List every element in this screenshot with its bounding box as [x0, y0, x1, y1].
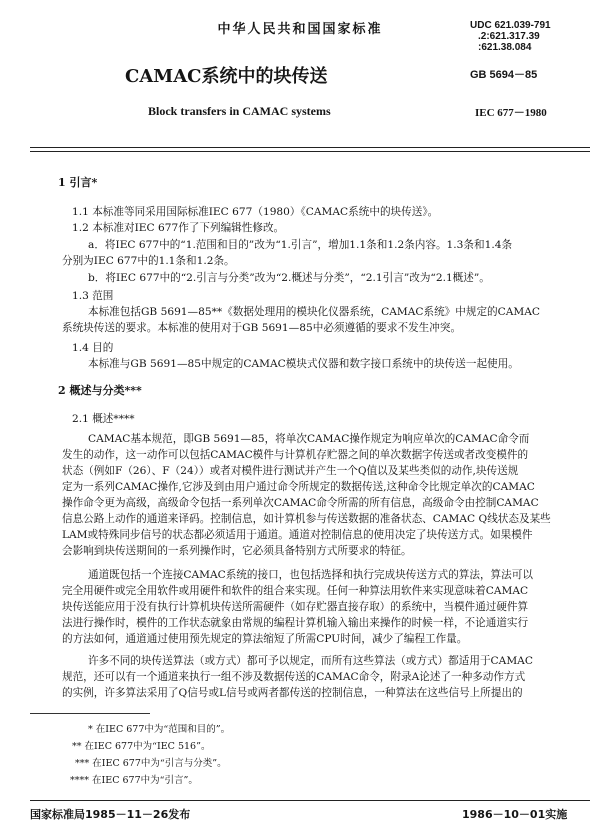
paragraph-line: 通道既包括一个连接CAMAC系统的接口，也包括选择和执行完成块传送方式的算法，算法可以 [88, 569, 533, 581]
document-title-cn: CAMAC系统中的块传送 [125, 66, 328, 87]
paragraph-line: 系统块传送的要求。本标准的使用对于GB 5691—85中必须遵循的要求不发生冲突。 [62, 322, 462, 334]
footnote: *** 在IEC 677中为“引言与分类”。 [75, 758, 227, 769]
issue-date: 国家标准局1985－11－26发布 [30, 808, 191, 821]
paragraph-line: 规范，还可以有一个通道来执行一组不涉及数据传送的CAMAC命令，附录A论述了一种多动作方式 [62, 671, 526, 683]
effective-date: 1986－10－01实施 [462, 808, 568, 821]
section-heading: 1 引言* [58, 176, 98, 189]
udc-line: :621.38.084 [478, 42, 532, 53]
paragraph-line: 分别为IEC 677中的1.1条和1.2条。 [62, 255, 235, 267]
paragraph-line: 会影响到块传送期间的一系列操作时，它必须具备特别方式所要求的特征。 [62, 545, 412, 557]
header-divider [30, 147, 590, 148]
udc-line: .2:621.317.39 [478, 31, 540, 42]
document-title-en: Block transfers in CAMAC systems [148, 104, 331, 118]
gb-number: GB 5694－85 [470, 69, 538, 81]
footnote: * 在IEC 677中为“范围和目的”。 [88, 724, 231, 735]
paragraph-line: CAMAC基本规范，即GB 5691—85，将单次CAMAC操作规定为响应单次的CAMAC命令而 [88, 433, 530, 445]
paragraph-line: 许多不同的块传送算法（或方式）都可予以规定，而所有这些算法（或方式）都适用于CAMAC [88, 655, 533, 667]
paragraph-line: 状态（例如F（26）、F（24））或者对模件进行测试并产生一个Q值以及某些类似的动作,块传送规 [62, 465, 519, 477]
paragraph-line: 操作命令更为高级，高级命令包括一系列单次CAMAC命令所需的所有信息，高级命令由控制CAMAC [62, 497, 539, 509]
udc-code [470, 20, 551, 53]
section-heading: 2 概述与分类*** [58, 384, 142, 397]
paragraph-line: 信息公路上动作的通道来译码。控制信息，如计算机参与传送数据的准备状态、CAMAC Q线状态及某些 [62, 513, 551, 525]
paragraph-line: 本标准与GB 5691—85中规定的CAMAC模块式仪器和数字接口系统中的块传送一起使用。 [88, 358, 519, 370]
footnote: **** 在IEC 677中为“引言”。 [70, 775, 198, 786]
footnote: ** 在IEC 677中为“IEC 516”。 [72, 741, 211, 752]
paragraph-line: 的方法如何，通道通过使用预先规定的算法缩短了所需CPU时间，减少了编程工作量。 [62, 633, 468, 645]
subsection-heading: 1.4 目的 [72, 342, 114, 354]
footnote-divider [30, 713, 150, 714]
paragraph-line: 的实例，许多算法采用了Q信号或L信号或两者都传送的控制信息，一种算法在这些信号上所提出的 [62, 687, 523, 699]
subsection-heading: 2.1 概述**** [72, 413, 135, 425]
subsection-heading: 1.3 范围 [72, 290, 114, 302]
paragraph-line: 本标准包括GB 5691—85**《数据处理用的模块化仪器系统，CAMAC系统》中规定的CAMAC [88, 306, 540, 318]
udc-line: UDC 621.039-791 [470, 20, 551, 31]
iec-number: IEC 677－1980 [475, 107, 547, 119]
paragraph-line: 1.2 本标准对IEC 677作了下列编辑性修改。 [72, 222, 285, 234]
paragraph-line: LAM或特殊同步信号的状态都必须适用于通道。通道对控制信息的使用决定了块传送方式。如果模件 [62, 529, 533, 541]
paragraph-line: 完全用硬件或完全用软件或用硬件和软件的组合来实现。任何一种算法用软件来实现意味着CAMAC [62, 585, 529, 597]
standard-org-title: 中华人民共和国国家标准 [217, 22, 383, 37]
paragraph-line: 块传送能应用于没有执行计算机块传送所需硬件（如存贮器直接存取）的系统中，当模件通过硬件算 [62, 601, 529, 613]
header-divider-thin [30, 151, 590, 152]
footer-divider [30, 800, 590, 801]
paragraph-line: 1.1 本标准等同采用国际标准IEC 677（1980）《CAMAC系统中的块传送》。 [72, 206, 439, 218]
paragraph-line: 法进行操作时，模件的工作状态就象由常规的编程计算机输入输出来操作的时候一样，不论通道实行 [62, 617, 529, 629]
paragraph-line: a．将IEC 677中的“1.范围和目的”改为“1.引言”，增加1.1条和1.2条内容。1.3条和1.4条 [88, 239, 513, 251]
paragraph-line: 定为一系列CAMAC操作,它涉及到由用户通过命令所规定的数据传送,这种命令比规定单次的CAMAC [62, 481, 535, 493]
paragraph-line: 发生的动作，这一动作可以包括CAMAC模件与计算机存贮器之间的单次数据字传送或者改变模件的 [62, 449, 529, 461]
paragraph-line: b．将IEC 677中的“2.引言与分类”改为“2.概述与分类”，“2.1引言”改为“2.1概述”。 [88, 272, 490, 284]
